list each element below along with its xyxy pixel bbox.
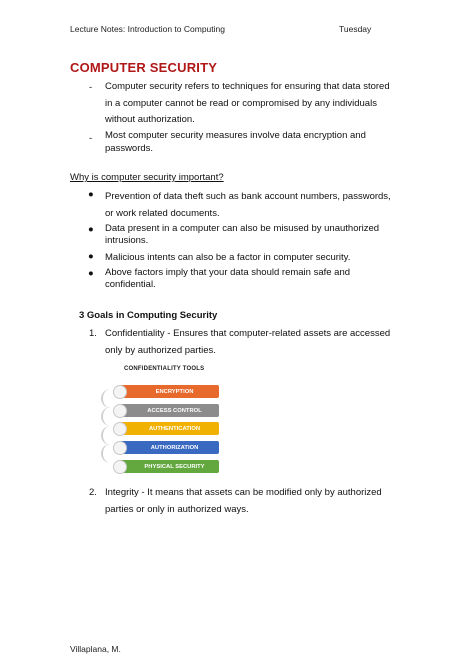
page-title: COMPUTER SECURITY [70, 60, 218, 75]
text-line: Prevention of data theft such as bank account numbers, passwords, [105, 191, 391, 202]
text-line: Confidentiality - Ensures that computer-related assets are accessed [105, 328, 391, 339]
text-line: only by authorized parties. [105, 345, 216, 356]
text-line: without authorization. [105, 114, 195, 125]
circle-icon [113, 385, 127, 399]
tool-bar: AUTHORIZATION [120, 441, 219, 454]
dash-marker: - [89, 82, 93, 93]
bullet-icon: ● [88, 251, 94, 262]
text-line: parties or only in authorized ways. [105, 504, 249, 515]
list-item [105, 250, 403, 267]
section-heading-goals: 3 Goals in Computing Security [79, 310, 218, 321]
tool-bar: ACCESS CONTROL [120, 404, 219, 417]
bullet-icon: ● [88, 224, 94, 235]
tool-bar: PHYSICAL SECURITY [120, 460, 219, 473]
footer-author: Villaplana, M. [70, 644, 121, 654]
list-item [105, 223, 403, 247]
section-heading-why: Why is computer security important? [70, 172, 224, 183]
header-day: Tuesday [339, 24, 372, 34]
list-item [105, 325, 405, 359]
list-item [105, 188, 403, 222]
dash-marker: - [89, 133, 93, 144]
text-line: Most computer security measures involve data encryption and [105, 130, 366, 141]
tool-bar: AUTHENTICATION [120, 422, 219, 435]
text-line: Integrity - It means that assets can be modified only by authorized [105, 487, 382, 498]
list-number: 2. [89, 487, 97, 498]
list-item [105, 79, 403, 129]
circle-icon [113, 460, 127, 474]
circle-icon [113, 422, 127, 436]
list-item [105, 484, 405, 518]
text-line: confidential. [105, 279, 156, 290]
text-line: Computer security refers to techniques for ensuring that data stored [105, 81, 390, 92]
circle-icon [113, 441, 127, 455]
text-line: Malicious intents can also be a factor in computer security. [105, 252, 351, 263]
bullet-icon: ● [88, 268, 94, 279]
list-number: 1. [89, 328, 97, 339]
text-line: passwords. [105, 143, 154, 154]
bullet-icon: ● [88, 189, 94, 200]
tool-bar: ENCRYPTION [120, 385, 219, 398]
text-line: Above factors imply that your data should remain safe and [105, 267, 351, 278]
text-line: intrusions. [105, 235, 149, 246]
text-line: in a computer cannot be read or compromised by any individuals [105, 97, 377, 109]
text-line: Data present in a computer can also be misused by unauthorized [105, 223, 380, 234]
list-item [105, 267, 403, 291]
circle-icon [113, 404, 127, 418]
list-item [105, 129, 403, 155]
header-course-title: Lecture Notes: Introduction to Computing [70, 24, 225, 34]
tools-diagram-title: CONFIDENTIALITY TOOLS [124, 366, 205, 372]
text-line: or work related documents. [105, 208, 220, 219]
